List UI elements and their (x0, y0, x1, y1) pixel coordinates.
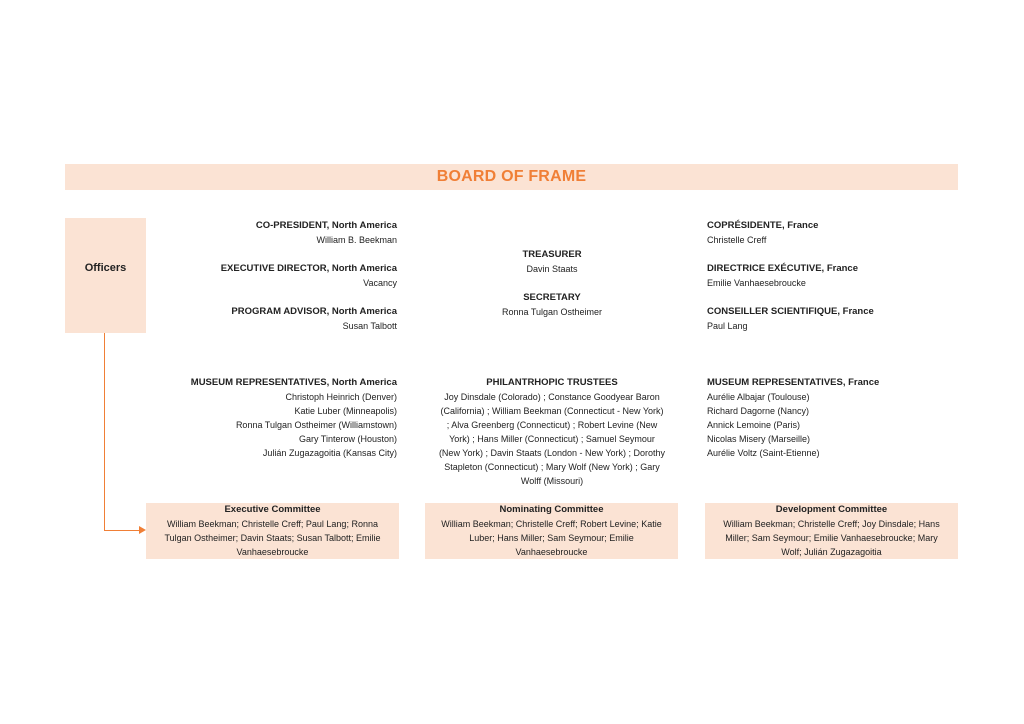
officer-name: Christelle Creff (707, 235, 767, 245)
officer-entry (221, 262, 397, 290)
officer-title: SECRETARY (523, 292, 581, 303)
committee-title: Development Committee (775, 504, 888, 515)
trustees-line: Stapleton (Connecticut) ; Mary Wolf (New York) ; Gary (444, 462, 660, 472)
committee-title: Nominating Committee (499, 504, 604, 515)
officer-title: DIRECTRICE EXÉCUTIVE, France (707, 263, 858, 274)
section-heading: MUSEUM REPRESENTATIVES, North America (190, 377, 397, 388)
trustees-line: Joy Dinsdale (Colorado) ; Constance Goodyear Baron (444, 392, 660, 402)
title-banner (65, 164, 958, 190)
nominating-committee-box (425, 503, 678, 559)
page-title: BOARD OF FRAME (436, 168, 587, 185)
officer-title: CO-PRESIDENT, North America (255, 220, 397, 231)
officers-box (65, 218, 146, 333)
officer-name: Vacancy (363, 278, 397, 288)
committee-members-line: Miller; Sam Seymour; Emilie Vanhaesebroucke; Mary (725, 533, 938, 543)
list-item: Aurélie Voltz (Saint-Etienne) (707, 448, 820, 458)
officer-name: Susan Talbott (342, 321, 397, 331)
officer-name: Emilie Vanhaesebroucke (707, 278, 806, 288)
officer-title: TREASURER (522, 249, 582, 260)
officer-entry (420, 248, 684, 276)
committee-members-line: William Beekman; Christelle Creff; Robert Levine; Katie (441, 519, 662, 529)
committee-members-line: Wolf; Julián Zugazagoitia (781, 547, 882, 557)
rep-list (191, 376, 397, 460)
connector-line-horizontal (104, 530, 140, 531)
list-item: Julián Zugazagoitia (Kansas City) (262, 448, 397, 458)
committee-members-line: Vanhaesebroucke (236, 547, 309, 557)
officer-entry (420, 291, 684, 319)
list-item: Annick Lemoine (Paris) (707, 420, 801, 430)
trustees-line: (California) ; William Beekman (Connecticut - New York) (440, 406, 664, 416)
committee-members-line: Luber; Hans Miller; Sam Seymour; Emilie (469, 533, 634, 543)
officer-title: CONSEILLER SCIENTIFIQUE, France (707, 306, 874, 317)
list-item: Ronna Tulgan Ostheimer (Williamstown) (235, 420, 397, 430)
committee-members-line: William Beekman; Christelle Creff; Joy Dinsdale; Hans (723, 519, 940, 529)
list-item: Richard Dagorne (Nancy) (707, 406, 810, 416)
officer-name: Ronna Tulgan Ostheimer (501, 307, 603, 317)
committee-title: Executive Committee (224, 504, 321, 515)
officer-title: COPRÉSIDENTE, France (707, 220, 819, 231)
officer-entry (256, 219, 397, 247)
committee-members-line: Vanhaesebroucke (515, 547, 588, 557)
executive-committee-box (146, 503, 399, 559)
trustees-line: Wolff (Missouri) (520, 476, 584, 486)
trustees-line: York) ; Hans Miller (Connecticut) ; Samuel Seymour (449, 434, 655, 444)
list-item: Christoph Heinrich (Denver) (285, 392, 397, 402)
list-item: Katie Luber (Minneapolis) (294, 406, 397, 416)
list-item: Nicolas Misery (Marseille) (707, 434, 811, 444)
officer-name: William B. Beekman (316, 235, 397, 245)
list-item: Gary Tinterow (Houston) (298, 434, 397, 444)
trustees-line: (New York) ; Davin Staats (London - New York) ; Dorothy (438, 448, 666, 458)
officer-title: PROGRAM ADVISOR, North America (231, 306, 397, 317)
connector-line-vertical (104, 333, 105, 531)
development-committee-box (705, 503, 958, 559)
museum-representatives-france (707, 376, 957, 460)
section-heading: MUSEUM REPRESENTATIVES, France (707, 377, 880, 388)
officer-name: Davin Staats (526, 264, 578, 274)
committee-members-line: Tulgan Ostheimer; Davin Staats; Susan Talbott; Emilie (164, 533, 381, 543)
officer-name: Paul Lang (707, 321, 748, 331)
officer-entry (231, 305, 397, 333)
officer-entry (707, 219, 818, 247)
officer-title: EXECUTIVE DIRECTOR, North America (220, 263, 397, 274)
philanthropic-trustees (420, 376, 684, 488)
trustees-line: ; Alva Greenberg (Connecticut) ; Robert Levine (New (446, 420, 658, 430)
officers-label: Officers (84, 261, 127, 274)
section-heading: PHILANTRHOPIC TRUSTEES (486, 377, 618, 388)
officer-entry (707, 262, 858, 290)
committee-members-line: William Beekman; Christelle Creff; Paul Lang; Ronna (167, 519, 378, 529)
list-item: Aurélie Albajar (Toulouse) (707, 392, 810, 402)
officer-entry (707, 305, 874, 333)
arrow-right-icon (139, 526, 146, 534)
